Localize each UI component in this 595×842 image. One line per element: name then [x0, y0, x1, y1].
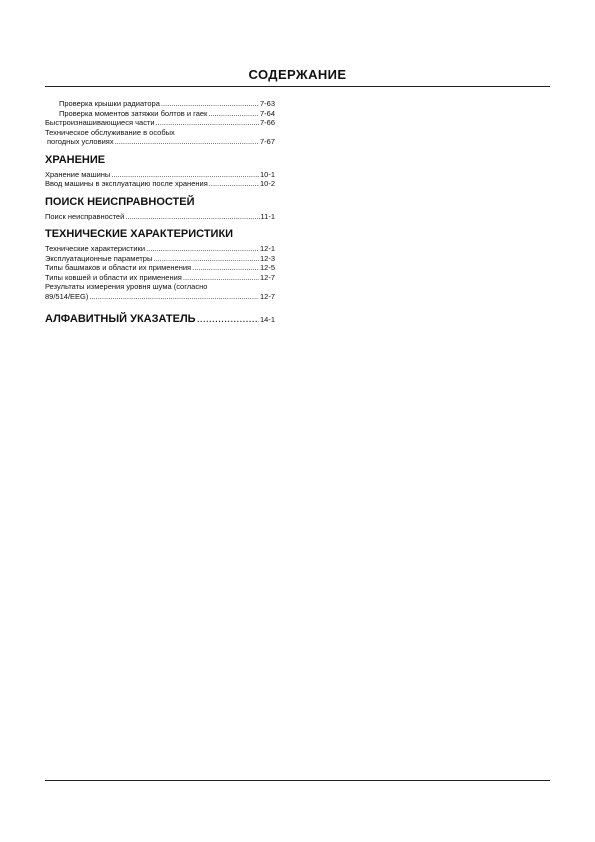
toc-entry-page: 7-66: [259, 118, 275, 127]
section-heading[interactable]: ХРАНЕНИЕ: [45, 153, 106, 166]
toc-entry-page: 7-67: [259, 137, 275, 146]
toc-entry[interactable]: [45, 292, 275, 302]
toc-entry-label: Проверка крышки радиатора: [59, 99, 160, 108]
toc-entry-page: 10-1: [259, 169, 275, 179]
dot-leader: [156, 118, 259, 128]
dot-leader: [125, 212, 259, 222]
dot-leader: [111, 170, 259, 180]
toc-entry-page: 7-64: [259, 108, 275, 118]
toc-entry-label-line2: погодных условиях: [47, 137, 114, 146]
toc-entry-page: 12-7: [259, 291, 275, 301]
toc-entry[interactable]: [45, 244, 275, 254]
dot-leader: [146, 244, 259, 254]
toc-entry-page: 14-1: [259, 315, 275, 324]
toc-entry-label: Хранение машины: [45, 169, 111, 179]
dot-leader: [89, 292, 259, 302]
toc-entry-page: 12-7: [259, 272, 275, 282]
toc-entry-label: Типы башмаков и области их применения: [45, 263, 192, 272]
toc-entry[interactable]: [45, 118, 275, 128]
toc-entry-label: Быстроизнашивающиеся части: [45, 118, 155, 127]
dot-leader: [161, 99, 259, 109]
toc-entry-label: Проверка моментов затяжки болтов и гаек: [59, 108, 208, 118]
toc-section-storage: [45, 154, 275, 189]
toc-entry-label: Технические характеристики: [45, 244, 146, 253]
dot-leader: [183, 273, 259, 283]
toc-entry[interactable]: [45, 263, 275, 273]
toc-entry-label: Поиск неисправностей: [45, 211, 125, 221]
toc-entry-label-line2: 89/514/EEG): [45, 291, 89, 301]
header-divider: [45, 86, 550, 87]
toc-entry-page: 7-63: [259, 99, 275, 108]
section-heading[interactable]: ПОИСК НЕИСПРАВНОСТЕЙ: [45, 195, 195, 208]
footer-divider: [45, 780, 550, 781]
toc-entry[interactable]: [45, 137, 275, 147]
toc-entry-index[interactable]: [45, 313, 275, 325]
section-heading[interactable]: ТЕХНИЧЕСКИЕ ХАРАКТЕРИСТИКИ: [45, 228, 234, 240]
toc-section-specifications: [45, 228, 275, 301]
toc-entry[interactable]: [45, 99, 275, 109]
toc-entry-page: 12-1: [259, 244, 275, 253]
toc-entry[interactable]: [45, 254, 275, 264]
toc-entry-page: 10-2: [259, 179, 275, 188]
dot-leader: [153, 254, 259, 264]
toc-entry-label-line1[interactable]: Техническое обслуживание в особых: [45, 127, 175, 137]
toc-section-maintenance-continued: [45, 99, 275, 147]
toc-entry-label: Эксплуатационные параметры: [45, 253, 153, 263]
dot-leader: [208, 109, 259, 119]
toc-entry-page: 11-1: [260, 211, 275, 221]
page-title: СОДЕРЖАНИЕ: [248, 67, 347, 82]
toc-entry[interactable]: [45, 179, 275, 189]
dot-leader: [192, 263, 259, 273]
toc-entry-page: 12-3: [259, 253, 275, 263]
dot-leader: [209, 179, 259, 189]
toc-entry-page: 12-5: [259, 263, 275, 272]
dot-leader: [115, 137, 259, 147]
toc-section-troubleshooting: [45, 196, 275, 222]
table-of-contents: [45, 99, 275, 325]
dot-leader: [197, 313, 259, 325]
toc-entry-label: Типы ковшей и области их применения: [45, 272, 182, 282]
toc-entry[interactable]: [45, 212, 275, 222]
toc-entry[interactable]: [45, 273, 275, 283]
index-heading: АЛФАВИТНЫЙ УКАЗАТЕЛЬ: [45, 313, 196, 325]
toc-entry-label: Ввод машины в эксплуатацию после хранения: [45, 179, 208, 188]
toc-entry-label-line1[interactable]: Результаты измерения уровня шума (согласно: [45, 282, 208, 291]
toc-entry[interactable]: [45, 170, 275, 180]
toc-entry[interactable]: [45, 109, 275, 119]
